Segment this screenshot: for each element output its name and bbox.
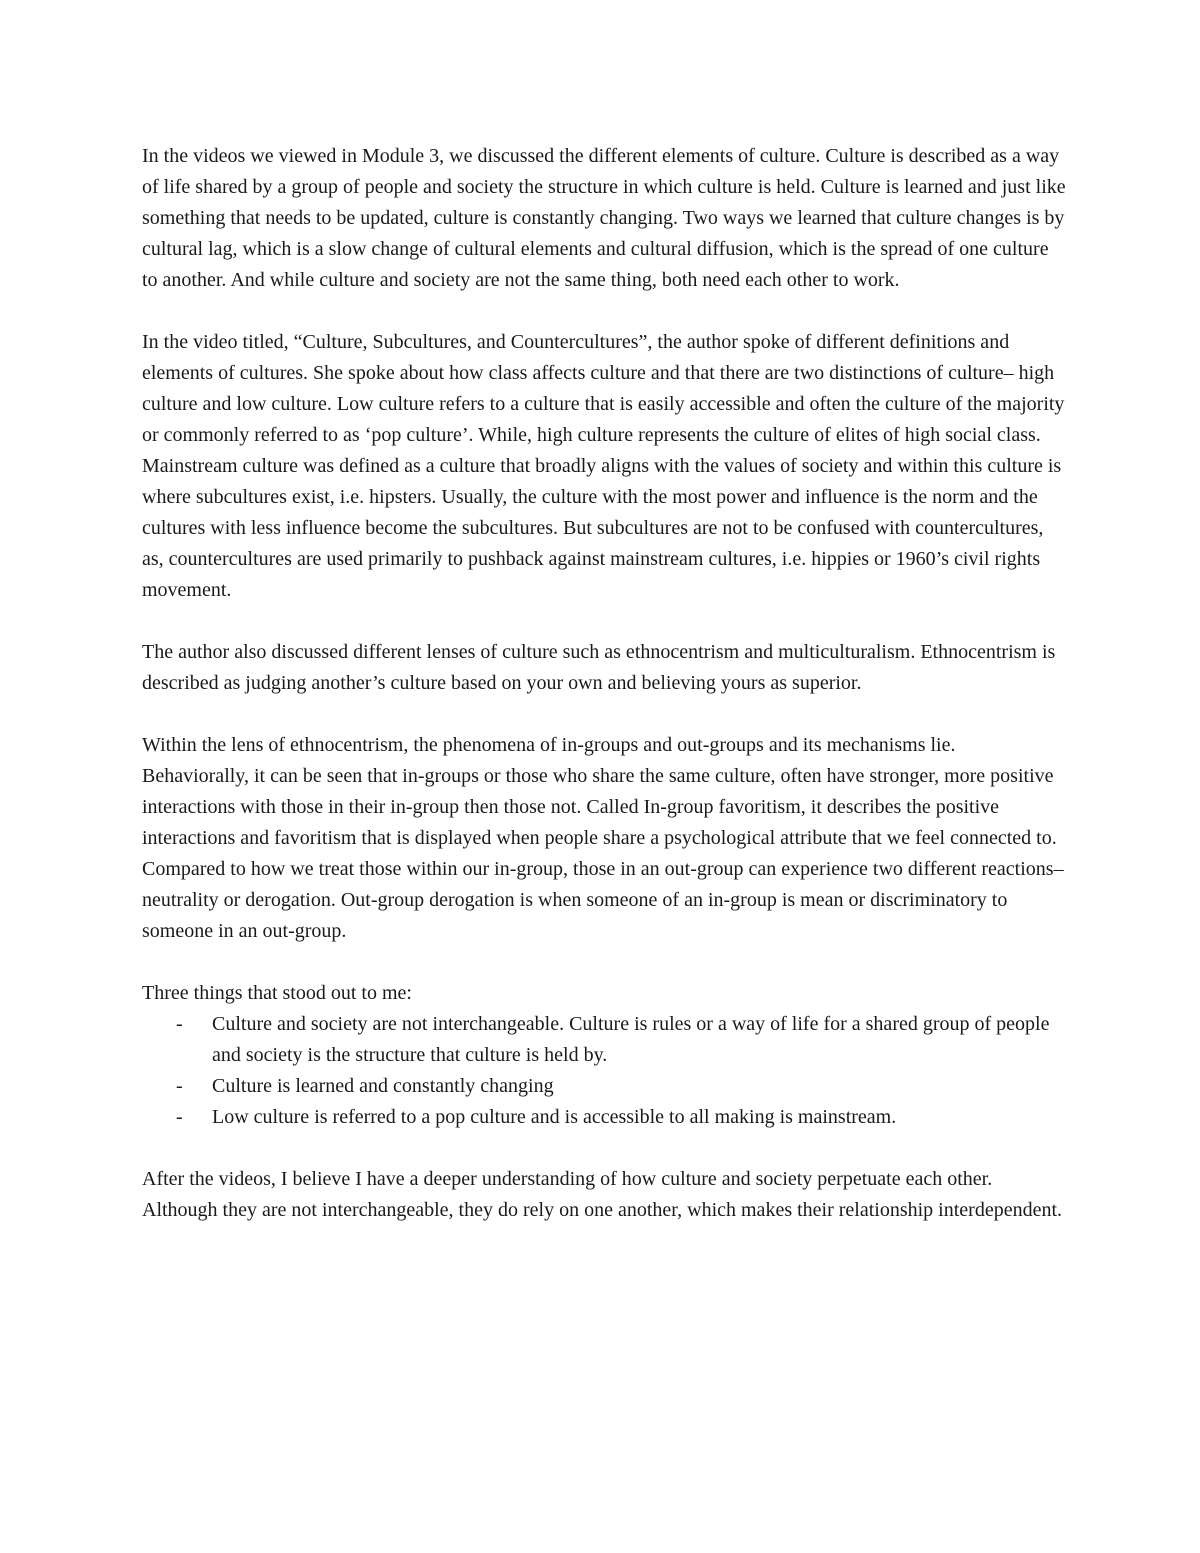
bullet-dash: - [176,1106,183,1128]
list-item-text: Culture and society are not interchangeable. Culture is rules or a way of life for a shared group of people and society is the structure that culture is held by. [212,1013,1050,1066]
list-intro: Three things that stood out to me: [142,982,412,1004]
document-body [142,141,1067,1257]
takeaways-list [142,1009,1067,1133]
list-item [142,1102,1067,1133]
bullet-dash: - [176,1013,183,1035]
paragraph-lenses-of-culture: The author also discussed different lenses of culture such as ethnocentrism and multiculturalism. Ethnocentrism is described as judging another’s culture based on your own and believing yours as superior. [142,641,1056,694]
list-item-text: Low culture is referred to a pop culture and is accessible to all making is mainstream. [212,1106,897,1128]
paragraph-in-groups-out-groups: Within the lens of ethnocentrism, the phenomena of in-groups and out-groups and its mechanisms lie. Behaviorally, it can be seen that in-groups or those who share the same culture, often have stronger, more positive interactions with those in their in-group then those not. Called In-group favoritism, it describes the positive interactions and favoritism that is displayed when people share a psychological attribute that we feel connected to. Compared to how we treat those within our in-group, those in an out-group can experience two different reactions– neutrality or derogation. Out-group derogation is when someone of an in-group is mean or discriminatory to someone in an out-group. [142,734,1064,942]
list-item [142,1009,1067,1071]
paragraph-conclusion: After the videos, I believe I have a deeper understanding of how culture and society perpetuate each other. Although they are not interchangeable, they do rely on one another, which makes their relationship interdependent. [142,1168,1063,1221]
bullet-dash: - [176,1075,183,1097]
paragraph-module-3-summary: In the videos we viewed in Module 3, we discussed the different elements of culture. Culture is described as a way of life shared by a group of people and society the structure in which culture is held. Culture is learned and just like something that needs to be updated, culture is constantly changing. Two ways we learned that culture changes is by cultural lag, which is a slow change of cultural elements and cultural diffusion, which is the spread of one culture to another. And while culture and society are not the same thing, both need each other to work. [142,145,1066,291]
list-item [142,1071,1067,1102]
paragraph-subcultures-video: In the video titled, “Culture, Subcultures, and Countercultures”, the author spoke of different definitions and elements of cultures. She spoke about how class affects culture and that there are two distinctions of culture– high culture and low culture. Low culture refers to a culture that is easily accessible and often the culture of the majority or commonly referred to as ‘pop culture’. While, high culture represents the culture of elites of high social class. Mainstream culture was defined as a culture that broadly aligns with the values of society and within this culture is where subcultures exist, i.e. hipsters. Usually, the culture with the most power and influence is the norm and the cultures with less influence become the subcultures. But subcultures are not to be confused with countercultures, as, countercultures are used primarily to pushback against mainstream cultures, i.e. hippies or 1960’s civil rights movement. [142,331,1065,601]
list-item-text: Culture is learned and constantly changing [212,1075,554,1097]
